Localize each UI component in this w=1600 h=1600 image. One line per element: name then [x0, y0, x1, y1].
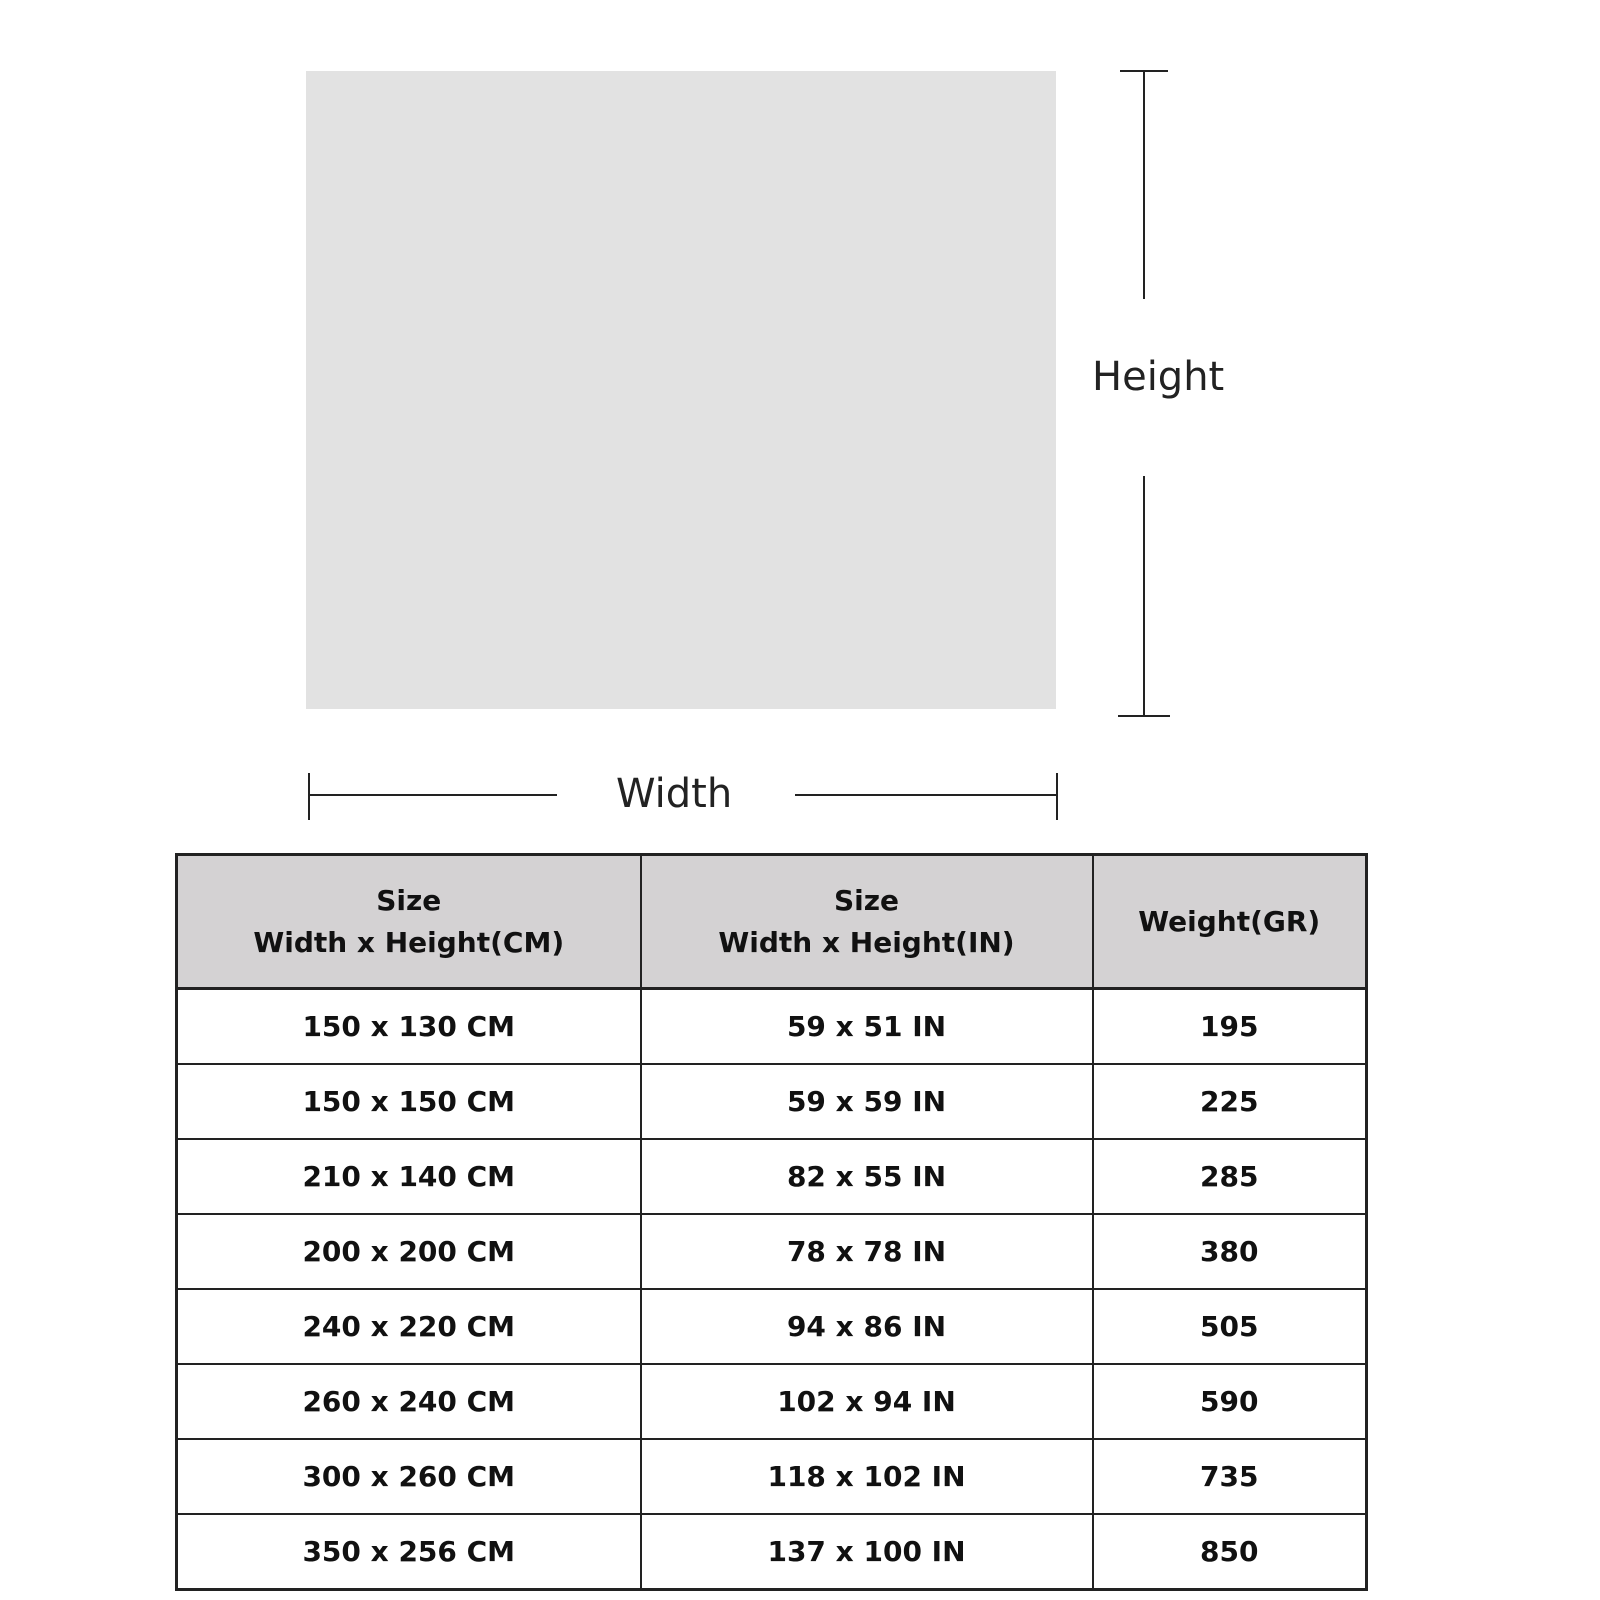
header-size-in	[641, 855, 1093, 989]
size-table	[175, 853, 1368, 1591]
cell-weight: 285	[1093, 1139, 1367, 1214]
cell-size-in: 102 x 94 IN	[641, 1364, 1093, 1439]
cell-weight: 505	[1093, 1289, 1367, 1364]
cell-size-in: 59 x 51 IN	[641, 989, 1093, 1065]
table-row	[177, 1439, 1367, 1514]
cell-weight: 225	[1093, 1064, 1367, 1139]
cell-size-cm: 260 x 240 CM	[177, 1364, 641, 1439]
header-weight	[1093, 855, 1367, 989]
header-size-cm-line2: Width x Height(CM)	[253, 925, 565, 959]
cell-size-cm: 150 x 130 CM	[177, 989, 641, 1065]
cell-size-in: 118 x 102 IN	[641, 1439, 1093, 1514]
header-weight-label: Weight(GR)	[1138, 904, 1321, 938]
table-row	[177, 1364, 1367, 1439]
cell-size-in: 78 x 78 IN	[641, 1214, 1093, 1289]
cell-weight: 590	[1093, 1364, 1367, 1439]
cell-size-cm: 350 x 256 CM	[177, 1514, 641, 1590]
height-label: Height	[1092, 354, 1225, 400]
table-row	[177, 1139, 1367, 1214]
cell-weight: 850	[1093, 1514, 1367, 1590]
cell-size-in: 59 x 59 IN	[641, 1064, 1093, 1139]
cell-size-cm: 210 x 140 CM	[177, 1139, 641, 1214]
cell-size-cm: 300 x 260 CM	[177, 1439, 641, 1514]
header-size-cm-line1: Size	[376, 883, 442, 917]
cell-size-in: 137 x 100 IN	[641, 1514, 1093, 1590]
header-size-in-line1: Size	[833, 883, 900, 917]
table-row	[177, 1064, 1367, 1139]
cell-size-in: 94 x 86 IN	[641, 1289, 1093, 1364]
header-size-in-line2: Width x Height(IN)	[718, 925, 1015, 959]
table-row	[177, 1214, 1367, 1289]
cell-size-in: 82 x 55 IN	[641, 1139, 1093, 1214]
width-label: Width	[616, 771, 733, 817]
cell-weight: 735	[1093, 1439, 1367, 1514]
cell-size-cm: 150 x 150 CM	[177, 1064, 641, 1139]
table-row	[177, 1289, 1367, 1364]
header-size-cm	[177, 855, 641, 989]
cell-size-cm: 240 x 220 CM	[177, 1289, 641, 1364]
cell-weight: 195	[1093, 989, 1367, 1065]
cell-weight: 380	[1093, 1214, 1367, 1289]
cell-size-cm: 200 x 200 CM	[177, 1214, 641, 1289]
table-row	[177, 989, 1367, 1065]
table-header-row	[177, 855, 1367, 989]
table-row	[177, 1514, 1367, 1590]
